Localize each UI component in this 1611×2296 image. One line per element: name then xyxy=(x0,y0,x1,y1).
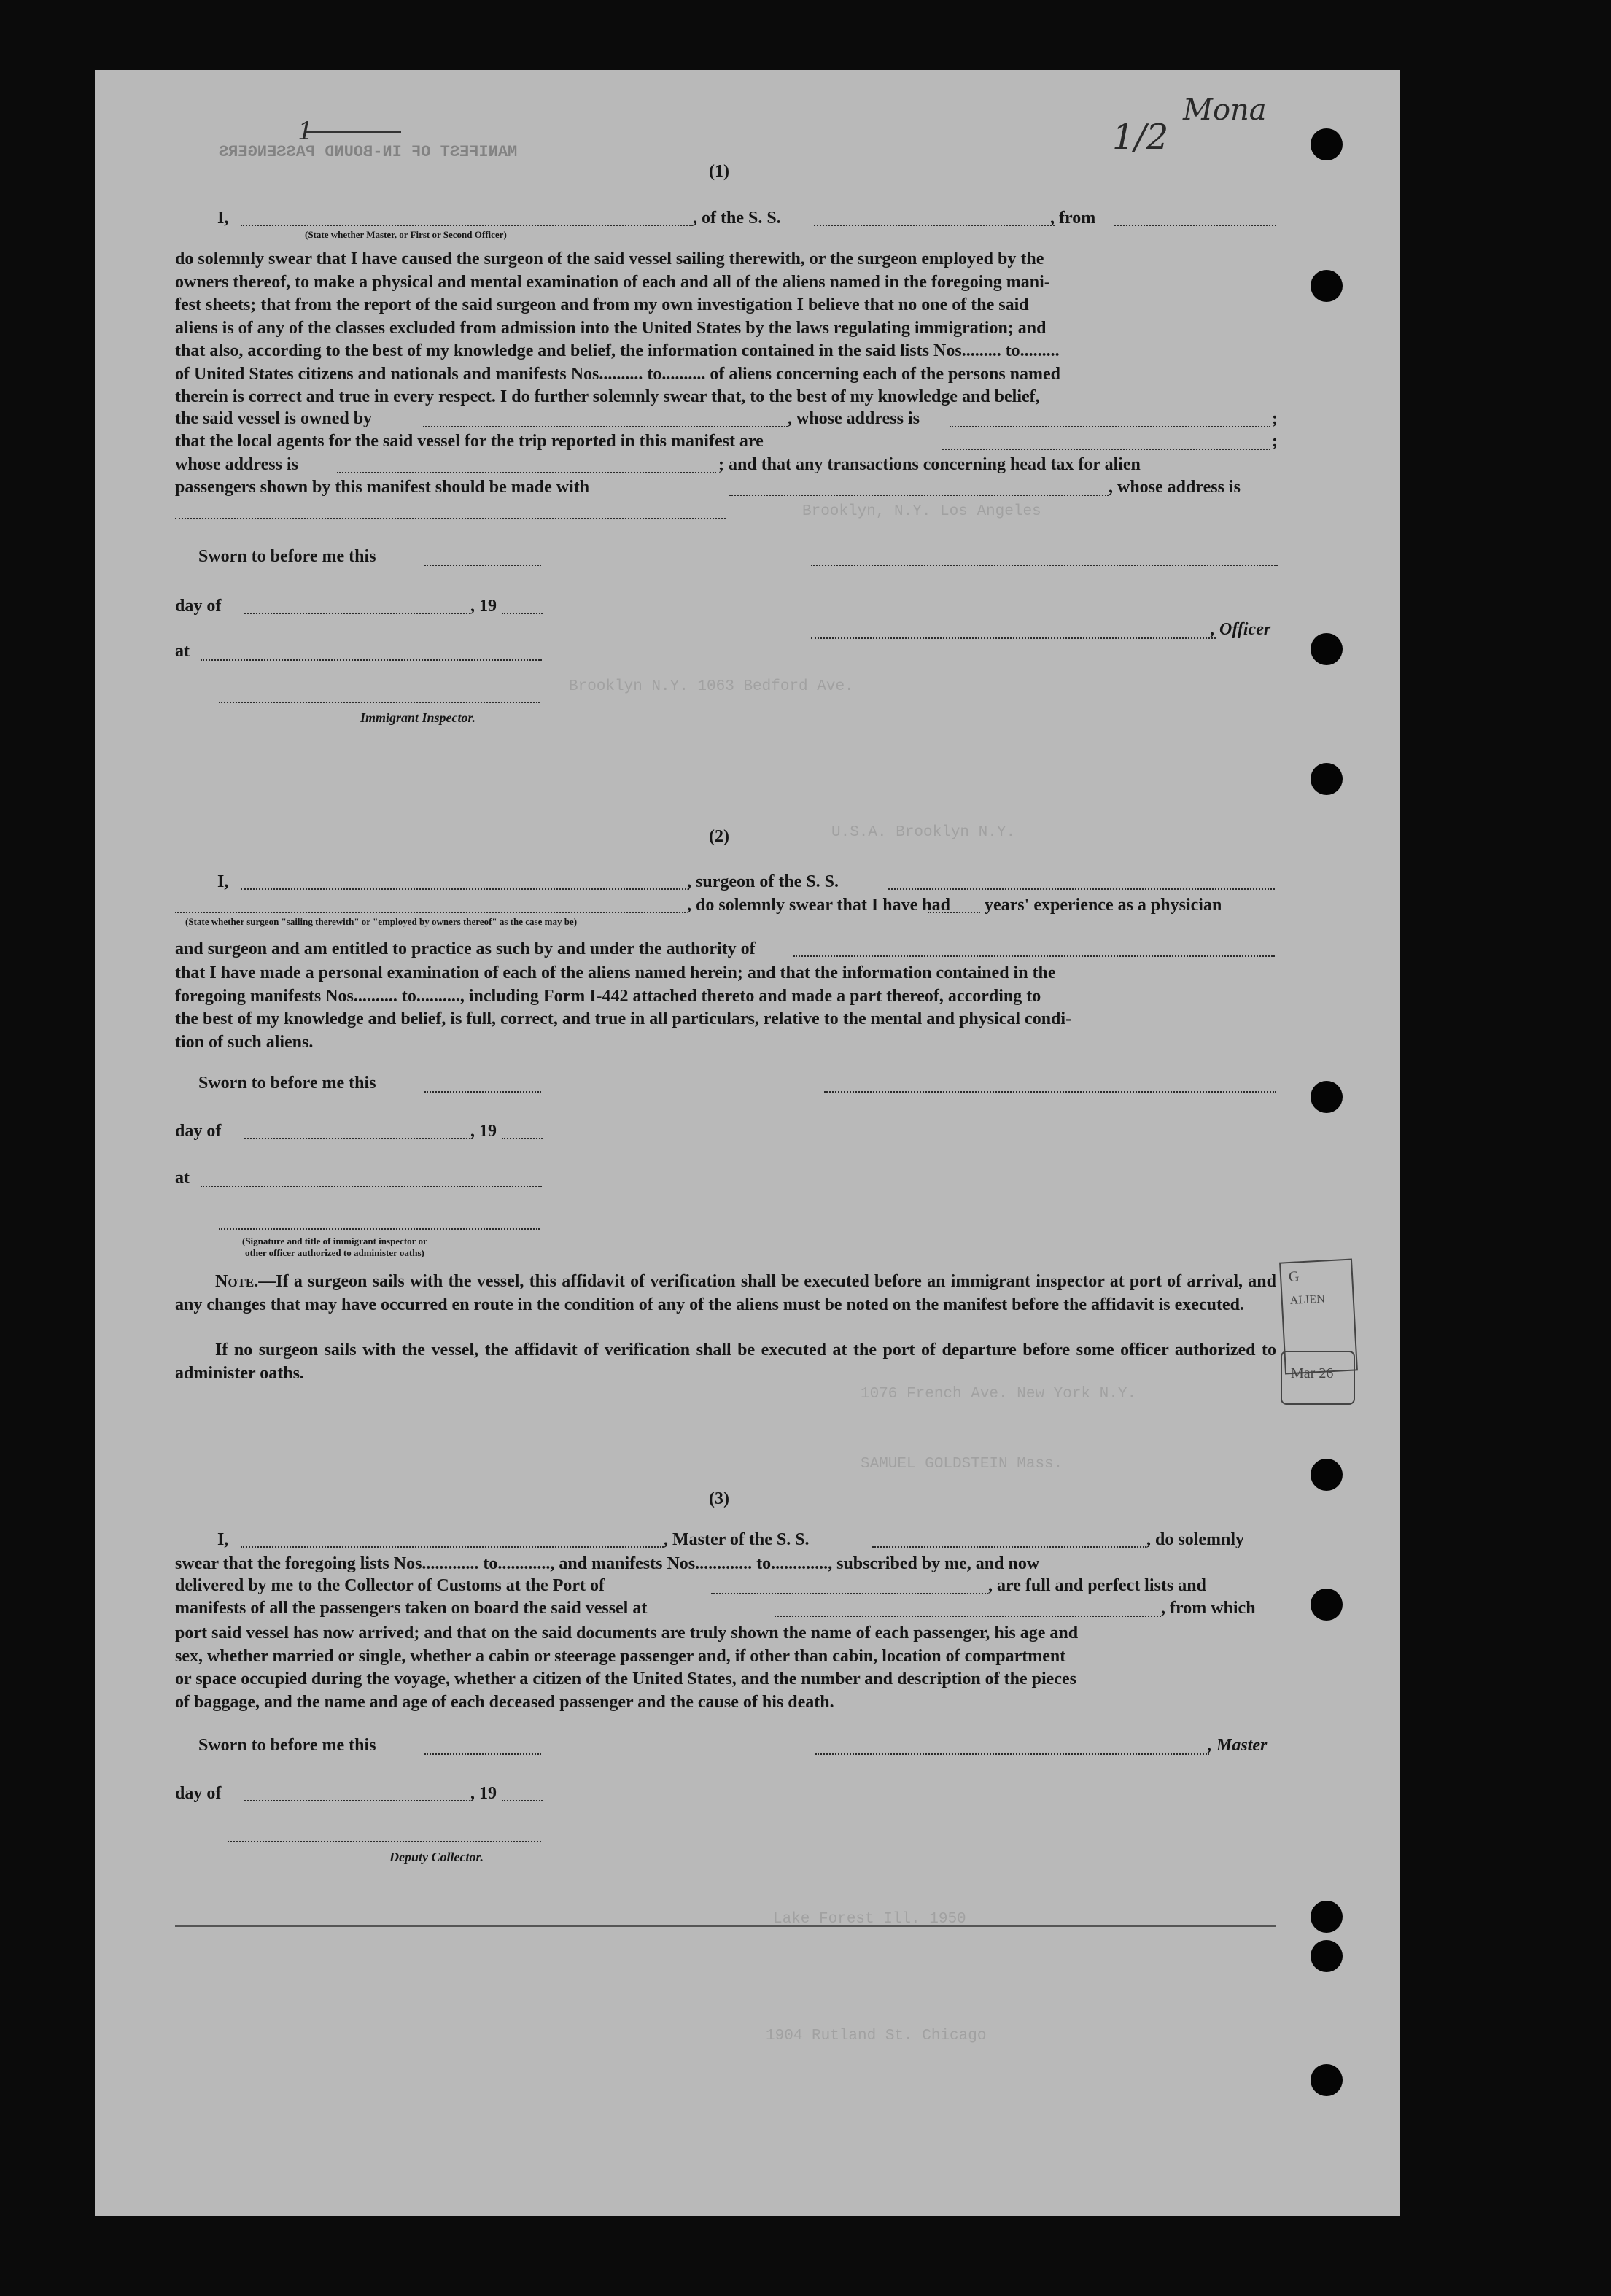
s2-sig-note-2: other officer authorized to administer oaths) xyxy=(245,1247,424,1258)
note-text: —If a surgeon sails with the vessel, this affidavit of verification shall be executed before an immigrant inspector at port of arrival, and any changes that may have occurred en route in the condition of any of the aliens must be noted on the manifest before the affidavit is executed. xyxy=(175,1272,1276,1314)
s2-surgeon-field xyxy=(241,888,689,890)
s1-headtax-address-field-2 xyxy=(175,518,726,519)
section-1-body xyxy=(175,248,1276,409)
s3-text-line: port said vessel has now arrived; and that on the said documents are truly shown the name of each passenger, his age and xyxy=(175,1624,1079,1643)
s1-at: at xyxy=(175,642,190,661)
s1-line1-of: , of the S. S. xyxy=(693,209,781,228)
section-3-body xyxy=(175,1622,1276,1714)
s3-sworn: Sworn to before me this xyxy=(198,1736,376,1755)
s1-text-line: therein is correct and true in every respect. I do further solemnly swear that, to the best of my knowledge and belief, xyxy=(175,387,1040,406)
bleed-through-text: Brooklyn N.Y. 1063 Bedford Ave. xyxy=(569,678,854,695)
s2-surgeon-signature-line xyxy=(824,1091,1276,1093)
s3-collector-label: Deputy Collector. xyxy=(389,1850,484,1864)
s2-sig-note-1: (Signature and title of immigrant inspector or xyxy=(242,1236,427,1246)
s3-line1-master: , Master of the S. S. xyxy=(664,1530,810,1549)
s1-agents-label: that the local agents for the said vessel for the trip reported in this manifest are xyxy=(175,432,764,451)
s3-master-field xyxy=(241,1546,664,1548)
s3-day-of: day of xyxy=(175,1784,222,1803)
bleed-through-text: Lake Forest Ill. 1950 xyxy=(773,1911,966,1928)
s1-line1-i: I, xyxy=(217,209,229,228)
s1-inspector-signature-line xyxy=(219,702,540,703)
s2-inspector-signature-line xyxy=(219,1228,540,1230)
s3-collector-signature-line xyxy=(228,1841,541,1842)
s3-master-signature-line xyxy=(815,1753,1209,1755)
s1-agents-field xyxy=(942,449,1270,450)
s2-line2: , do solemnly swear that I have had xyxy=(687,896,950,915)
edge-stamp xyxy=(1281,1351,1355,1405)
s1-year-field xyxy=(502,613,543,614)
s1-text-line: aliens is of any of the classes excluded from admission into the United States by the laws regulating immigration; and xyxy=(175,318,1047,338)
bleed-through-text: SAMUEL GOLDSTEIN Mass. xyxy=(861,1456,1063,1473)
s2-day-of: day of xyxy=(175,1122,222,1141)
s3-port-field xyxy=(711,1593,988,1594)
bleed-through-text: U.S.A. Brooklyn N.Y. xyxy=(831,824,1016,841)
handwritten-corner-note: Mona xyxy=(1183,93,1267,127)
s2-text-line: that I have made a personal examination of each of the aliens named herein; and that the information contained in the xyxy=(175,963,1056,982)
s2-surgeon-type-field xyxy=(175,912,686,913)
s2-text-line: foregoing manifests Nos.......... to.........., including Form I-442 attached thereto and made a part thereof, according to xyxy=(175,986,1041,1006)
s3-year-field xyxy=(502,1800,543,1801)
s1-headtax-address-label: , whose address is xyxy=(1109,478,1241,497)
s3-vessel-at-label: manifests of all the passengers taken on board the said vessel at xyxy=(175,1599,648,1618)
s2-line1-i: I, xyxy=(217,872,229,891)
s2-at: at xyxy=(175,1168,190,1187)
s3-line1-i: I, xyxy=(217,1530,229,1549)
s1-at-field xyxy=(201,659,542,661)
s1-officer-label: , Officer xyxy=(1211,620,1271,639)
binder-hole xyxy=(1311,633,1343,665)
header-stamp: MANIFEST OF IN-BOUND PASSENGERS xyxy=(219,143,518,161)
s3-text-line: of baggage, and the name and age of each deceased passenger and the cause of his death. xyxy=(175,1692,834,1712)
s2-text-line: tion of such aliens. xyxy=(175,1032,314,1052)
binder-hole xyxy=(1311,270,1343,302)
bleed-through-text: Brooklyn, N.Y. Los Angeles xyxy=(802,503,1041,520)
s1-inspector-label: Immigrant Inspector. xyxy=(360,710,476,725)
binder-hole xyxy=(1311,1459,1343,1491)
handwritten-fraction: 1/2 xyxy=(1112,117,1169,158)
s1-from-field xyxy=(1114,225,1276,226)
s1-semicolon: ; xyxy=(1272,432,1278,451)
s2-line2-b: years' experience as a physician xyxy=(985,896,1222,915)
edge-stamp-text: G xyxy=(1288,1268,1300,1286)
s3-port-label: delivered by me to the Collector of Customs at the Port of xyxy=(175,1576,605,1595)
s1-nineteen: , 19 xyxy=(470,597,497,616)
s3-master-label: , Master xyxy=(1208,1736,1268,1755)
s3-line1-solemnly: , do solemnly xyxy=(1146,1530,1245,1549)
s3-sworn-field xyxy=(424,1753,541,1755)
s3-text-line: sex, whether married or single, whether a cabin or steerage passenger and, if other than cabin, location of compartment xyxy=(175,1646,1066,1666)
bottom-rule xyxy=(175,1925,1276,1927)
s1-text-line: do solemnly swear that I have caused the surgeon of the said vessel sailing therewith, or the surgeon employed by the xyxy=(175,249,1044,268)
s1-owner-address-label: , whose address is xyxy=(788,409,920,428)
s1-vessel-field xyxy=(814,225,1055,226)
edge-stamp-text: ALIEN xyxy=(1289,1292,1326,1308)
s1-officer-field xyxy=(241,225,693,226)
bleed-through-text: 1904 Rutland St. Chicago xyxy=(766,2028,987,2044)
s2-sworn-field xyxy=(424,1091,541,1093)
s1-owner-field xyxy=(423,426,788,427)
s1-officer-signature-line xyxy=(811,565,1278,566)
s1-semicolon: ; xyxy=(1272,409,1278,428)
s2-years-field xyxy=(928,912,980,913)
note-label: Note. xyxy=(215,1272,259,1291)
binder-hole xyxy=(1311,1940,1343,1972)
bleed-through-text: 1076 French Ave. New York N.Y. xyxy=(861,1386,1137,1403)
s2-year-field xyxy=(502,1138,543,1139)
s2-day-field xyxy=(244,1138,470,1139)
s2-line2-note: (State whether surgeon "sailing therewith" or "employed by owners thereof" as the case may be) xyxy=(185,916,578,927)
section-1-number: (1) xyxy=(709,162,729,181)
s1-agent-address-label: whose address is xyxy=(175,455,298,474)
s2-at-field xyxy=(201,1186,542,1187)
s3-port-text: , are full and perfect lists and xyxy=(988,1576,1206,1595)
binder-hole xyxy=(1311,1901,1343,1933)
binder-hole xyxy=(1311,1589,1343,1621)
section-2-body xyxy=(175,962,1276,1054)
s1-line1-from: , from xyxy=(1050,209,1096,228)
s1-headtax-text: ; and that any transactions concerning head tax for alien xyxy=(718,455,1141,474)
edge-stamp-text: Mar 26 xyxy=(1291,1365,1334,1381)
section-3-number: (3) xyxy=(709,1489,729,1508)
note-paragraph-2: If no surgeon sails with the vessel, the affidavit of verification shall be executed at the port of departure before some officer authorized to administer oaths. xyxy=(175,1341,1276,1383)
binder-hole xyxy=(1311,763,1343,795)
s1-day-of: day of xyxy=(175,597,222,616)
binder-hole xyxy=(1311,1081,1343,1113)
s3-vessel-field xyxy=(872,1546,1146,1548)
s2-line1-surgeon: , surgeon of the S. S. xyxy=(687,872,839,891)
s2-authority: and surgeon and am entitled to practice as such by and under the authority of xyxy=(175,939,756,958)
note-paragraph xyxy=(175,1271,1276,1316)
s2-text-line: the best of my knowledge and belief, is full, correct, and true in all particulars, relative to the mental and physical condi- xyxy=(175,1009,1072,1028)
section-2-number: (2) xyxy=(709,827,729,846)
s1-headtax-label: passengers shown by this manifest should be made with xyxy=(175,478,590,497)
s3-day-field xyxy=(244,1800,470,1801)
binder-hole xyxy=(1311,2064,1343,2096)
s1-sworn-field xyxy=(424,565,541,566)
handwritten-number: 1 xyxy=(298,117,314,146)
s1-line1-note: (State whether Master, or First or Second Officer) xyxy=(305,229,507,240)
s1-headtax-field xyxy=(729,495,1109,496)
s2-sworn: Sworn to before me this xyxy=(198,1074,376,1093)
s2-nineteen: , 19 xyxy=(470,1122,497,1141)
s1-text-line: that also, according to the best of my knowledge and belief, the information contained in the said lists Nos......... to......... xyxy=(175,341,1060,360)
s1-text-line: fest sheets; that from the report of the said surgeon and from my own investigation I believe that no one of the said xyxy=(175,295,1029,314)
section-3-line-2: swear that the foregoing lists Nos............. to............, and manifests Nos............. to............., subscribed by me, and now xyxy=(175,1554,1040,1573)
s3-vessel-at-field xyxy=(775,1616,1161,1617)
s1-owner-address-field xyxy=(950,426,1270,427)
s1-sworn: Sworn to before me this xyxy=(198,547,376,566)
s1-day-field xyxy=(244,613,470,614)
s1-text-line: of United States citizens and nationals and manifests Nos.......... to.......... of aliens concerning each of the persons named xyxy=(175,364,1061,384)
s1-officer-line xyxy=(811,637,1216,639)
handwritten-stroke xyxy=(306,131,401,133)
s2-authority-field xyxy=(793,955,1275,957)
s3-from-which: , from which xyxy=(1161,1599,1256,1618)
s3-text-line: or space occupied during the voyage, whether a citizen of the United States, and the number and description of the pieces xyxy=(175,1669,1076,1688)
s3-nineteen: , 19 xyxy=(470,1784,497,1803)
s1-text-line: owners thereof, to make a physical and mental examination of each and all of the aliens named in the foregoing mani- xyxy=(175,272,1050,292)
binder-hole xyxy=(1311,128,1343,160)
s1-agent-address-field xyxy=(337,472,716,473)
s2-vessel-field xyxy=(888,888,1275,890)
s1-owner-label: the said vessel is owned by xyxy=(175,409,373,428)
